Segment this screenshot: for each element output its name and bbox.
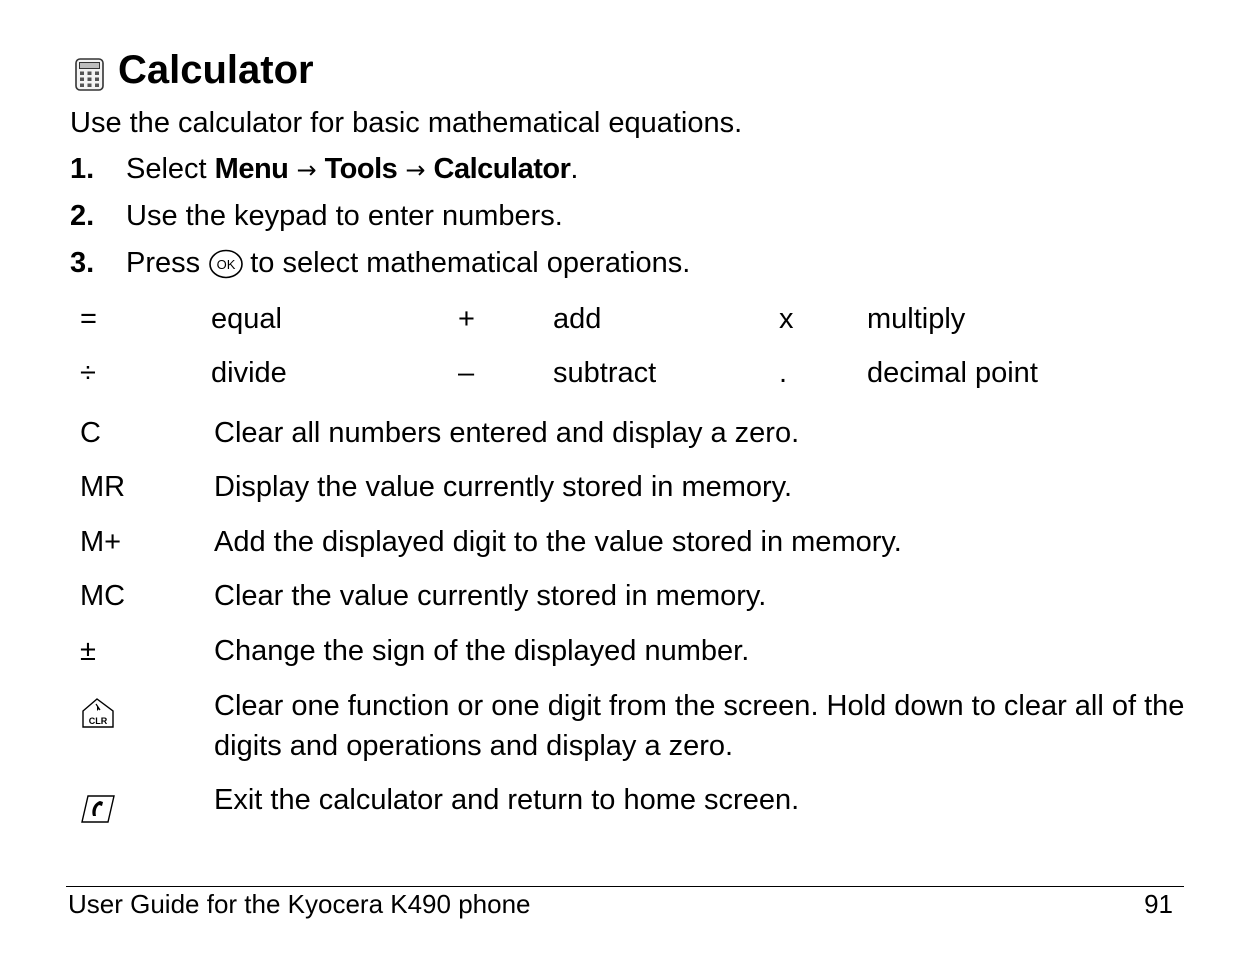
step-number: 1. <box>70 153 95 185</box>
operation-label: multiply <box>867 303 966 335</box>
step-text: Use the keypad to enter numbers. <box>126 200 563 232</box>
step-text: Press <box>126 247 201 279</box>
operation-label: equal <box>211 303 282 335</box>
key-label: MR <box>80 471 126 503</box>
intro-text: Use the calculator for basic mathematical equations. <box>70 107 743 139</box>
step-text: . <box>570 153 579 185</box>
clr-key-icon <box>80 696 116 732</box>
key-description: Display the value currently stored in memory. <box>214 471 793 503</box>
step-text: Select <box>126 153 215 185</box>
step-3 <box>70 244 690 282</box>
operation-label: divide <box>211 357 287 389</box>
operation-symbol: x <box>779 303 794 335</box>
operation-symbol: – <box>458 357 475 389</box>
arrow-icon: → <box>296 156 317 184</box>
step-text: to select mathematical operations. <box>250 247 691 279</box>
operation-symbol: ÷ <box>80 357 96 389</box>
key-label: M+ <box>80 526 122 558</box>
page-title: Calculator <box>118 48 314 92</box>
ok-key-icon <box>208 248 244 280</box>
svg-text:OK: OK <box>216 257 236 272</box>
key-label: MC <box>80 580 126 612</box>
operation-symbol: . <box>779 357 788 389</box>
key-label: ± <box>80 635 96 667</box>
key-description: Change the sign of the displayed number. <box>214 635 750 667</box>
key-description: Clear all numbers entered and display a zero. <box>214 417 800 449</box>
calculator-icon <box>74 57 106 93</box>
operation-symbol: + <box>458 303 475 335</box>
step-number: 2. <box>70 200 95 232</box>
key-description: Clear the value currently stored in memory. <box>214 580 767 612</box>
operation-label: subtract <box>553 357 657 389</box>
key-description: Clear one function or one digit from the screen. Hold down to clear all of the digits and operations and display a zero. <box>214 690 1185 762</box>
section-header <box>74 44 314 96</box>
key-label: C <box>80 417 101 449</box>
operation-label: add <box>553 303 602 335</box>
footer-guide-title: User Guide for the Kyocera K490 phone <box>68 889 531 919</box>
end-key-icon <box>80 790 118 826</box>
page-number: 91 <box>1144 889 1173 919</box>
svg-text:CLR: CLR <box>88 716 108 726</box>
menu-term-menu: Menu <box>214 153 289 185</box>
operation-label: decimal point <box>867 357 1038 389</box>
operation-symbol: = <box>80 303 97 335</box>
step-2 <box>70 197 563 235</box>
step-number: 3. <box>70 247 95 279</box>
key-description: Add the displayed digit to the value stored in memory. <box>214 526 902 558</box>
menu-term-tools: Tools <box>324 153 398 185</box>
footer-divider <box>66 886 1184 887</box>
menu-term-calculator: Calculator <box>433 153 571 185</box>
arrow-icon: → <box>405 156 426 184</box>
key-description: Exit the calculator and return to home screen. <box>214 784 800 816</box>
step-1 <box>70 150 578 189</box>
